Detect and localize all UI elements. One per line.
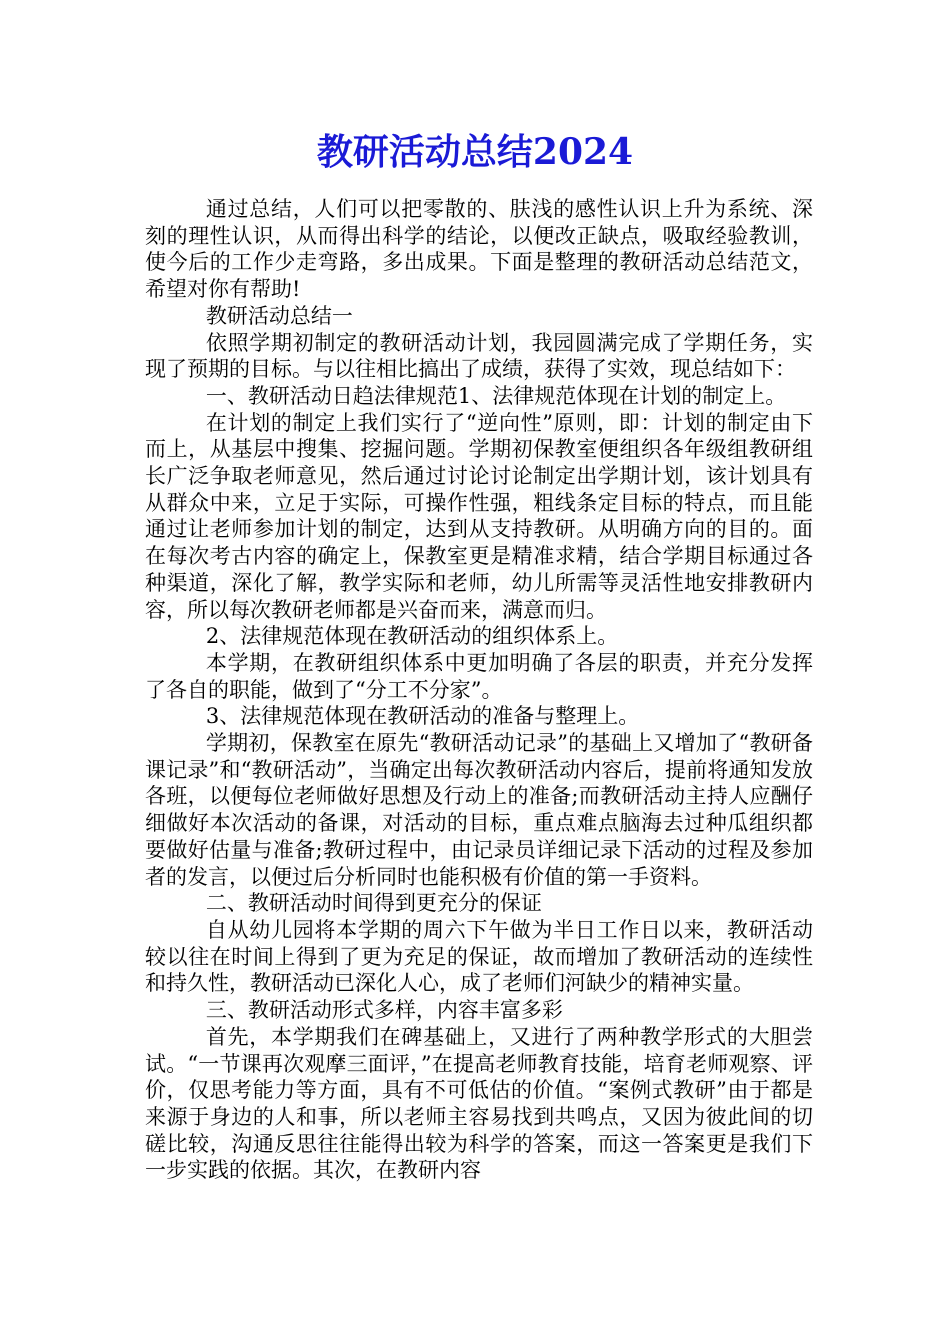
section-heading: 三、教研活动形式多样，内容丰富多彩 bbox=[205, 998, 563, 1023]
paragraph-intro: 通过总结，人们可以把零散的、肤浅的感性认识上升为系统、深刻的理性认识，从而得出科学的结论，以便改正缺点，吸取经验教训，使今后的工作少走弯路，多出成果。下面是整理的教研活动总结范文，希望对你有帮助! bbox=[145, 197, 813, 302]
section-heading: 3、法律规范体现在教研活动的准备与整理上。 bbox=[205, 704, 640, 729]
section-heading: 2、法律规范体现在教研活动的组织体系上。 bbox=[205, 624, 619, 649]
paragraph: 在计划的制定上我们实行了“逆向性”原则，即：计划的制定由下而上，从基层中搜集、挖掘问题。学期初保教室便组织各年级组教研组长广泛争取老师意见，然后通过讨论讨论制定出学期计划，该计划具有从群众中来，立足于实际，可操作性强，粗线条定目标的特点，而且能通过让老师参加计划的制定，达到从支持教研。从明确方向的目的。面在每次考古内容的确定上，保教室更是精准求精，结合学期目标通过各种渠道，深化了解，教学实际和老师，幼儿所需等灵活性地安排教研内容，所以每次教研老师都是兴奋而来，满意而归。 bbox=[145, 410, 813, 622]
section-heading-1: 教研活动总结一 bbox=[205, 303, 353, 328]
section-heading: 一、教研活动日趋法律规范1、法律规范体现在计划的制定上。 bbox=[205, 383, 787, 408]
paragraph: 自从幼儿园将本学期的周六下午做为半日工作日以来，教研活动较以往在时间上得到了更为充足的保证，故而增加了教研活动的连续性和持久性，教研活动已深化人心，成了老师们河缺少的精神实量。 bbox=[145, 917, 813, 996]
paragraph: 学期初，保教室在原先“教研活动记录”的基础上又增加了“教研备课记录”和“教研活动”，当确定出每次教研活动内容后，提前将通知发放各班，以便每位老师做好思想及行动上的准备;而教研活动主持人应酬仔细做好本次活动的备课，对活动的目标，重点难点脑海去过种瓜组织都要做好估量与准备;教研过程中，由记录员详细记录下活动的过程及参加者的发言，以便过后分析同时也能积极有价值的第一手资料。 bbox=[145, 731, 813, 889]
document-title: 教研活动总结2024 bbox=[316, 131, 634, 173]
document-body bbox=[145, 196, 813, 1184]
section-heading: 二、教研活动时间得到更充分的保证 bbox=[205, 891, 542, 916]
paragraph: 本学期，在教研组织体系中更加明确了各层的职责，并充分发挥了各自的职能，做到了“分工不分家”。 bbox=[145, 650, 813, 702]
paragraph: 依照学期初制定的教研活动计划，我园圆满完成了学期任务，实现了预期的目标。与以往相比搞出了成绩，获得了实效，现总结如下： bbox=[145, 330, 813, 382]
paragraph: 首先，本学期我们在碑基础上，又进行了两种教学形式的大胆尝试。“一节课再次观摩三面评，”在提高老师教育技能，培育老师观察、评价，仅思考能力等方面，具有不可低估的价值。“案例式教研”由于都是来源于身边的人和事，所以老师主容易找到共鸣点，又因为彼此间的切磋比较，沟通反思往往能得出较为科学的答案，而这一答案更是我们下一步实践的依据。其次，在教研内容 bbox=[145, 1024, 813, 1183]
